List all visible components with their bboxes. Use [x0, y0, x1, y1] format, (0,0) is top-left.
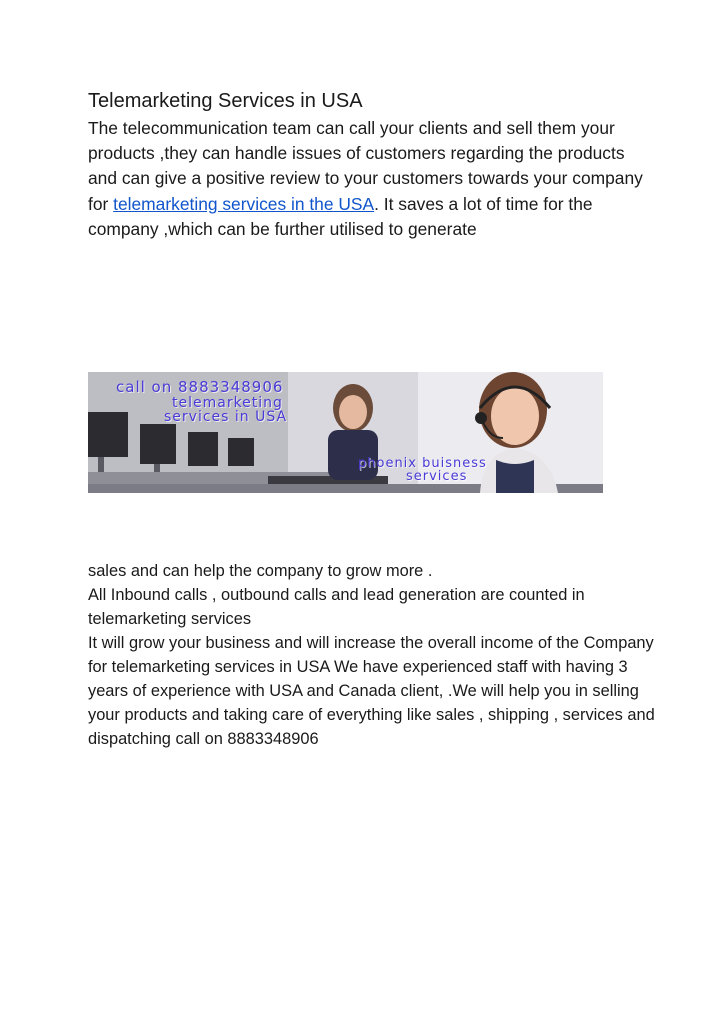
paragraph-line: sales and can help the company to grow more .	[88, 562, 433, 580]
ad-company-line-1: phoenix buisness	[358, 456, 487, 471]
paragraph-line: All Inbound calls , outbound calls and lead generation are counted in telemarketing services	[88, 586, 585, 628]
paragraph-line: It will grow your business and will increase the overall income of the Company for telemarketing services in USA We have experienced staff with having 3 years of experience with USA and Canada client, .We will help you in selling your products and taking care of everything like sales , shipping , services and dispatching call on 8883348906	[88, 634, 655, 748]
ad-service-line-1: telemarketing	[172, 395, 283, 411]
ad-company-line-2: services	[406, 469, 468, 484]
advertisement-image	[88, 372, 603, 493]
page-title: Telemarketing Services in USA	[88, 90, 363, 112]
closing-section	[88, 559, 658, 751]
intro-paragraph	[88, 116, 648, 242]
intro-text-after: . It saves a lot of time for the company ,which can be further utilised to generate	[88, 193, 593, 239]
ad-service-line-2: services in USA	[164, 409, 288, 425]
telemarketing-link[interactable]: telemarketing services in the USA	[113, 193, 375, 214]
intro-text-before: The telecommunication team can call your clients and sell them your products ,they can handle issues of customers regarding the products and can give a positive review to your customers towards your company for	[88, 118, 643, 214]
ad-call-number: call on 8883348906	[116, 378, 284, 396]
